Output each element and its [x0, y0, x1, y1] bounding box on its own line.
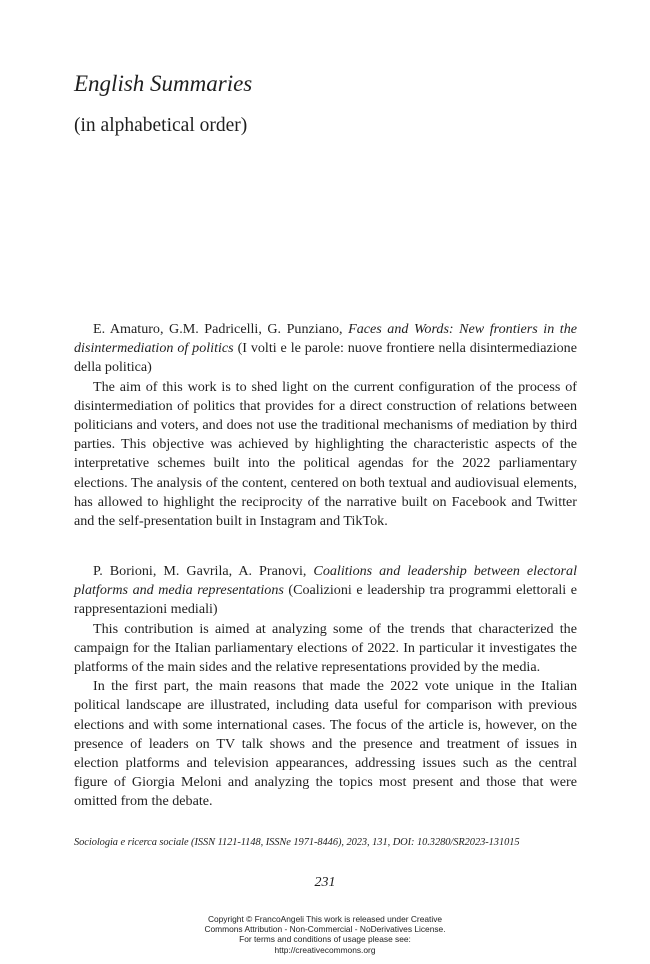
- entry-title-english: Faces and Words: New frontiers in the disintermediation of politics: [74, 321, 577, 357]
- entry-abstract-paragraph: This contribution is aimed at analyzing some of the trends that characterized the campaign for the Italian parliamentary elections of 2022. In particular it investigates the platforms of the main sides and the relative representations provided by the media.: [74, 620, 577, 676]
- entry-authors: P. Borioni, M. Gavrila, A. Pranovi,: [93, 563, 307, 579]
- license-notice: [0, 914, 650, 955]
- entry-title-italian: (I volti e le parole: nuove frontiere nella disintermediazione della politica): [74, 340, 577, 376]
- entry-authors: E. Amaturo, G.M. Padricelli, G. Punziano,: [93, 321, 343, 337]
- license-line: Commons Attribution - Non-Commercial - NoDerivatives License.: [204, 924, 446, 935]
- summary-entry-borioni: [74, 562, 577, 812]
- entry-title-english: Coalitions and leadership between electoral platforms and media representations: [74, 563, 577, 599]
- summary-entry-amaturo: [74, 320, 577, 531]
- journal-citation: Sociologia e ricerca sociale (ISSN 1121-1148, ISSNe 1971-8446), 2023, 131, DOI: 10.3280/SR2023-131015: [74, 837, 520, 848]
- entry-heading: [74, 562, 577, 620]
- page-subtitle: (in alphabetical order): [74, 115, 248, 136]
- entry-title-italian: (Coalizioni e leadership tra programmi elettorali e rappresentazioni mediali): [74, 582, 577, 618]
- license-line: For terms and conditions of usage please see:: [239, 934, 411, 945]
- page-title: English Summaries: [74, 71, 253, 96]
- license-link[interactable]: http://creativecommons.org: [274, 944, 376, 955]
- entry-heading: [74, 320, 577, 378]
- entry-abstract-paragraph: In the first part, the main reasons that made the 2022 vote unique in the Italian political landscape are illustrated, including data useful for comparison with previous elections and with some international cases. The focus of the article is, however, on the presence of leaders on TV talk shows and the presence and treatment of issues in election platforms and television appearances, addressing issues such as the central figure of Giorgia Meloni and analyzing the topics most present and those that were omitted from the debate.: [74, 678, 577, 810]
- page-number: 231: [314, 875, 336, 890]
- license-line: Copyright © FrancoAngeli This work is released under Creative: [207, 914, 443, 924]
- entry-abstract-paragraph: The aim of this work is to shed light on the current configuration of the process of disintermediation of politics that provides for a direct construction of relations between politicians and voters, and does not use the traditional mechanisms of mediation by third parties. This objective was achieved by highlighting the characteristic aspects of the interpretative schemes built into the political agendas for the 2022 parliamentary elections. The analysis of the content, centered on both textual and audiovisual elements, has allowed to highlight the reciprocity of the narrative built on Facebook and Twitter and the self-presentation built in Instagram and TikTok.: [74, 378, 577, 530]
